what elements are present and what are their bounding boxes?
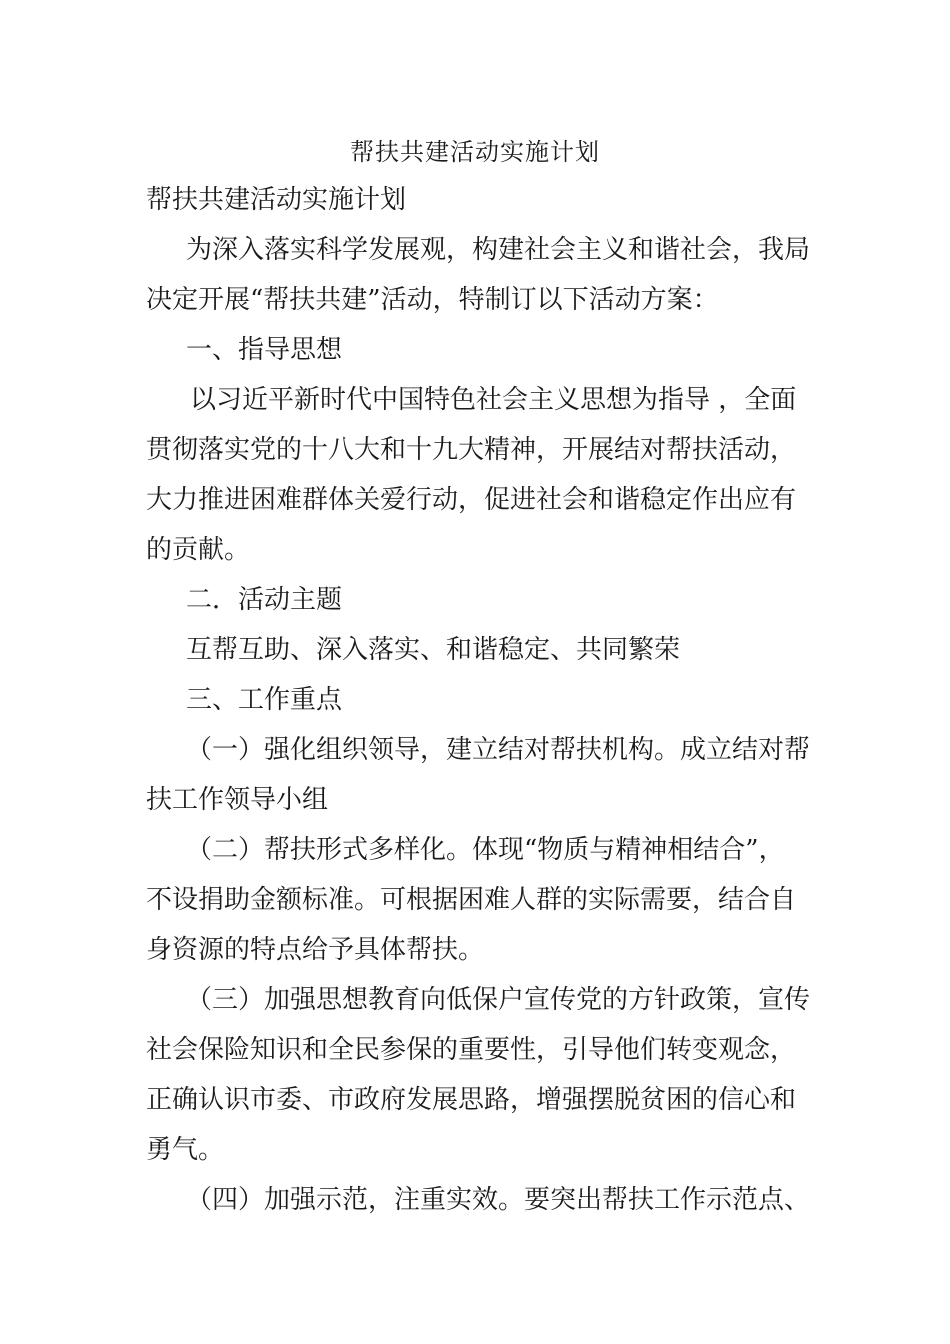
paragraph-line: （四）加强示范，注重实效。要突出帮扶工作示范点、 <box>186 1185 811 1215</box>
section-heading: 一、指导思想 <box>186 335 343 365</box>
paragraph-line: 扶工作领导小组 <box>146 785 329 815</box>
section-heading: 二．活动主题 <box>186 585 343 615</box>
paragraph-line: 大力推进困难群体关爱行动，促进社会和谐稳定作出应有 <box>146 485 797 515</box>
paragraph-line: （二）帮扶形式多样化。体现“物质与精神相结合”， <box>186 835 785 865</box>
paragraph-line: 为深入落实科学发展观，构建社会主义和谐社会，我局 <box>186 235 811 265</box>
paragraph-line: 社会保险知识和全民参保的重要性，引导他们转变观念， <box>146 1035 797 1065</box>
paragraph-line: 勇气。 <box>146 1135 225 1165</box>
paragraph-line: 的贡献。 <box>146 535 251 565</box>
paragraph-line: 身资源的特点给予具体帮扶。 <box>146 935 485 965</box>
paragraph-line: 正确认识市委、市政府发展思路，增强摆脱贫困的信心和 <box>146 1085 797 1115</box>
document-subtitle: 帮扶共建活动实施计划 <box>146 185 407 215</box>
paragraph-line: 贯彻落实党的十八大和十九大精神，开展结对帮扶活动， <box>146 435 797 465</box>
paragraph-line: （三）加强思想教育向低保户宣传党的方针政策，宣传 <box>186 985 811 1015</box>
paragraph-line: 以习近平新时代中国特色社会主义思想为指导 ，全面 <box>190 385 797 415</box>
document-title: 帮扶共建活动实施计划 <box>350 138 600 166</box>
paragraph-line: （一）强化组织领导，建立结对帮扶机构。成立结对帮 <box>186 735 811 765</box>
paragraph-line: 互帮互助、深入落实、和谐稳定、共同繁荣 <box>186 635 681 665</box>
section-heading: 三、工作重点 <box>186 685 343 715</box>
paragraph-line: 不设捐助金额标准。可根据困难人群的实际需要，结合自 <box>146 885 797 915</box>
paragraph-line: 决定开展“帮扶共建”活动，特制订以下活动方案： <box>146 285 719 315</box>
